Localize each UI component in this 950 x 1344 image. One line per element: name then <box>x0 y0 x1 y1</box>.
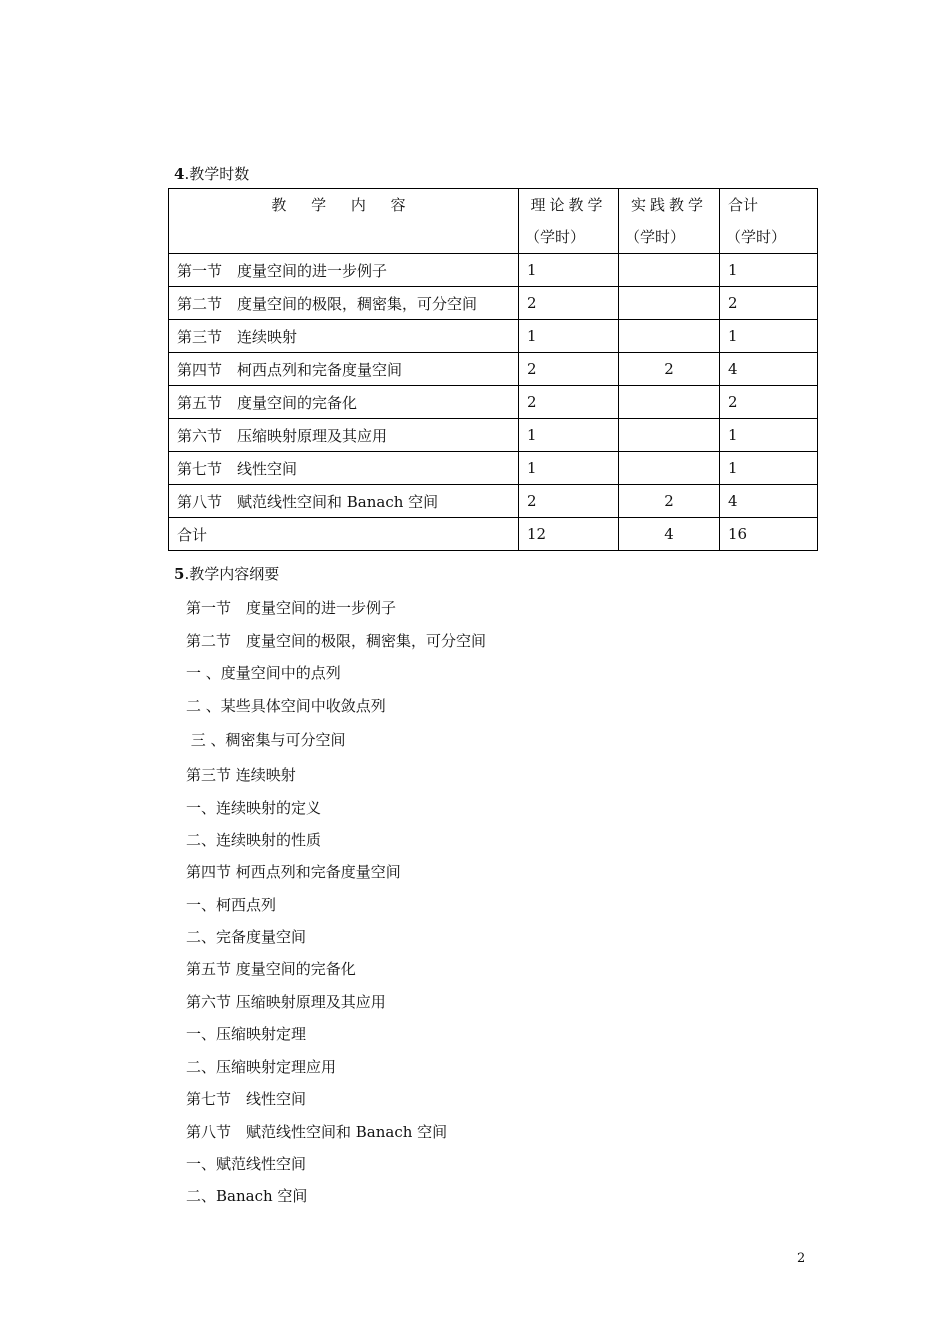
cell-practice <box>619 386 720 419</box>
outline-item: 第八节 赋范线性空间和 Banach 空间 <box>186 1123 448 1141</box>
cell-practice <box>619 320 720 353</box>
cell-theory: 2 <box>519 353 619 386</box>
cell-theory: 1 <box>519 419 619 452</box>
cell-theory: 2 <box>519 485 619 518</box>
cell-total: 16 <box>720 518 818 551</box>
section-5-number: 5 <box>174 565 185 583</box>
outline-item: 三 、稠密集与可分空间 <box>186 731 346 749</box>
cell-total: 1 <box>720 254 818 287</box>
cell-total: 1 <box>720 320 818 353</box>
cell-total: 2 <box>720 287 818 320</box>
table-header-row <box>169 189 818 254</box>
outline-item: 一、压缩映射定理 <box>186 1025 307 1043</box>
cell-content: 第七节 线性空间 <box>169 452 519 485</box>
cell-total: 1 <box>720 452 818 485</box>
cell-content: 第四节 柯西点列和完备度量空间 <box>169 353 519 386</box>
cell-practice <box>619 419 720 452</box>
outline-item: 第四节 柯西点列和完备度量空间 <box>186 863 401 881</box>
outline-item: 第七节 线性空间 <box>186 1090 307 1108</box>
section-4-text: .教学时数 <box>184 165 250 183</box>
table-row <box>169 254 818 287</box>
cell-theory: 2 <box>519 287 619 320</box>
table-row <box>169 287 818 320</box>
table-total-row <box>169 518 818 551</box>
cell-practice <box>619 287 720 320</box>
cell-practice: 2 <box>619 485 720 518</box>
outline-item: 一、连续映射的定义 <box>186 799 322 817</box>
cell-practice: 2 <box>619 353 720 386</box>
cell-content: 第六节 压缩映射原理及其应用 <box>169 419 519 452</box>
cell-practice: 4 <box>619 518 720 551</box>
outline-item: 二、Banach 空间 <box>186 1187 308 1205</box>
outline-item: 第六节 压缩映射原理及其应用 <box>186 993 386 1011</box>
outline-item: 一、柯西点列 <box>186 896 277 914</box>
page-number: 2 <box>797 1251 806 1266</box>
outline-item: 一 、度量空间中的点列 <box>186 664 341 682</box>
cell-content: 第五节 度量空间的完备化 <box>169 386 519 419</box>
cell-theory: 1 <box>519 320 619 353</box>
section-4-title <box>174 163 249 184</box>
cell-content: 第八节 赋范线性空间和 Banach 空间 <box>169 485 519 518</box>
outline-item: 第三节 连续映射 <box>186 766 296 784</box>
teaching-hours-table <box>168 188 818 551</box>
table-row <box>169 320 818 353</box>
cell-theory: 1 <box>519 254 619 287</box>
table-row <box>169 386 818 419</box>
cell-theory: 1 <box>519 452 619 485</box>
section-5-title <box>174 563 279 584</box>
table-row <box>169 485 818 518</box>
outline-item: 二、压缩映射定理应用 <box>186 1058 337 1076</box>
outline-item: 一、赋范线性空间 <box>186 1155 307 1173</box>
outline-item: 第五节 度量空间的完备化 <box>186 960 356 978</box>
table-row <box>169 419 818 452</box>
header-practice-hours: 实践教学 （学时） <box>619 189 720 254</box>
outline-item: 二、完备度量空间 <box>186 928 307 946</box>
outline-item: 二 、某些具体空间中收敛点列 <box>186 697 386 715</box>
header-content: 教 学 内 容 <box>169 189 519 254</box>
cell-total: 4 <box>720 485 818 518</box>
cell-theory: 12 <box>519 518 619 551</box>
cell-content: 第三节 连续映射 <box>169 320 519 353</box>
cell-total: 2 <box>720 386 818 419</box>
cell-theory: 2 <box>519 386 619 419</box>
table-row <box>169 452 818 485</box>
cell-practice <box>619 254 720 287</box>
section-5-text: .教学内容纲要 <box>184 565 280 583</box>
outline-item: 二、连续映射的性质 <box>186 831 322 849</box>
cell-content: 第一节 度量空间的进一步例子 <box>169 254 519 287</box>
cell-content: 第二节 度量空间的极限，稠密集，可分空间 <box>169 287 519 320</box>
header-theory-hours: 理论教学 （学时） <box>519 189 619 254</box>
cell-total: 1 <box>720 419 818 452</box>
outline-item: 第二节 度量空间的极限，稠密集，可分空间 <box>186 632 487 650</box>
table-row <box>169 353 818 386</box>
cell-total: 4 <box>720 353 818 386</box>
outline-item: 第一节 度量空间的进一步例子 <box>186 599 397 617</box>
section-4-number: 4 <box>174 165 185 183</box>
header-total-hours: 合计 （学时） <box>720 189 818 254</box>
cell-practice <box>619 452 720 485</box>
cell-content: 合计 <box>169 518 519 551</box>
